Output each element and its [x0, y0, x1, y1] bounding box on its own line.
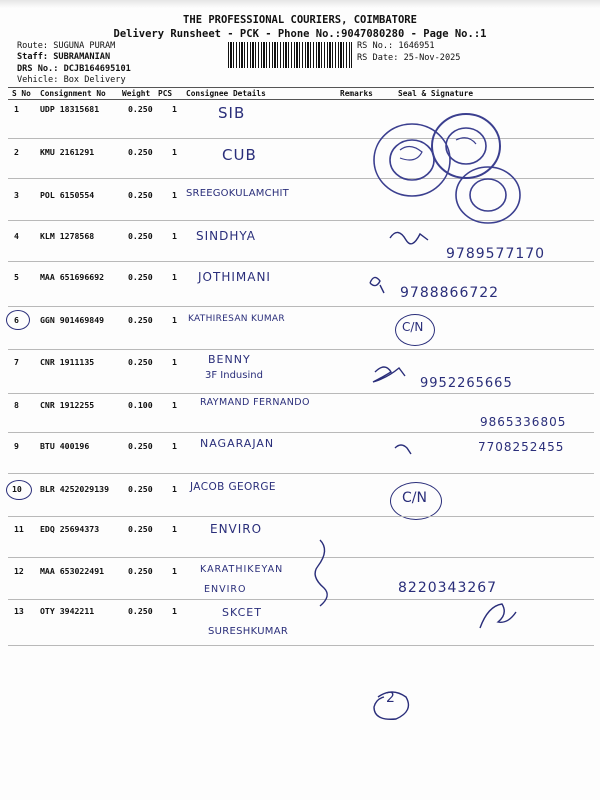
col-seal-signature: Seal & Signature: [398, 89, 474, 98]
col-pcs: PCS: [158, 89, 173, 98]
col-remarks: Remarks: [340, 89, 373, 98]
row-phone: 9865336805: [480, 415, 567, 429]
row-sno: 13: [14, 606, 24, 616]
row-consignment: KLM 1278568: [40, 231, 95, 241]
row-sno: 9: [14, 441, 19, 451]
row-consignment: BTU 400196: [40, 441, 90, 451]
row-pcs: 1: [172, 357, 177, 367]
row-sno: 6: [14, 315, 19, 325]
row-phone: 9952265665: [420, 376, 513, 391]
vehicle-text: Vehicle: Box Delivery: [17, 75, 126, 85]
row-consignment: GGN 901469849: [40, 315, 105, 325]
row-pcs: 1: [172, 524, 177, 534]
drs-number: DRS No.: DCJB164695101: [17, 64, 131, 74]
row-pcs: 1: [172, 400, 177, 410]
col-consignee: Consignee Details: [186, 89, 266, 98]
row-consignee: SREEGOKULAMCHIT: [186, 188, 289, 199]
row-consignment: KMU 2161291: [40, 147, 95, 157]
row-sno: 4: [14, 231, 19, 241]
row-weight: 0.250: [128, 484, 153, 494]
row-consignment: POL 6150554: [40, 190, 95, 200]
row-consignee-line2: 3F Indusind: [205, 370, 263, 381]
row-sno: 11: [14, 524, 24, 534]
rs-date: RS Date: 25-Nov-2025: [357, 53, 461, 63]
row-pcs: 1: [172, 190, 177, 200]
row-weight: 0.250: [128, 315, 153, 325]
row-weight: 0.250: [128, 272, 153, 282]
row-consignee: KARATHIKEYAN: [200, 564, 284, 575]
row-pcs: 1: [172, 566, 177, 576]
row-cn-mark: C/N: [402, 490, 427, 506]
col-weight: Weight: [122, 89, 151, 98]
row-pcs: 1: [172, 231, 177, 241]
row-consignment: BLR 4252029139: [40, 484, 110, 494]
row-phone: 7708252455: [478, 440, 565, 454]
col-consignment: Consignment No: [40, 89, 106, 98]
seal-stamp: [374, 114, 520, 223]
row-consignee: ENVIRO: [210, 522, 263, 536]
row-sno: 10: [12, 484, 22, 494]
row-consignee-line2: SURESHKUMAR: [208, 626, 289, 637]
row-pcs: 1: [172, 484, 177, 494]
row-consignee: CUB: [222, 146, 257, 164]
row-phone: 8220343267: [398, 580, 498, 596]
row-weight: 0.250: [128, 524, 153, 534]
row-consignment: CNR 1912255: [40, 400, 95, 410]
row-weight: 0.100: [128, 400, 153, 410]
row-pcs: 1: [172, 441, 177, 451]
row-weight: 0.250: [128, 104, 153, 114]
row-consignee-line2: ENVIRO: [204, 584, 247, 595]
row-weight: 0.250: [128, 441, 153, 451]
row-pcs: 1: [172, 147, 177, 157]
row-phone: 9789577170: [446, 246, 546, 262]
row-consignee: SIB: [218, 104, 246, 122]
col-sno: S No: [12, 89, 31, 98]
row-pcs: 1: [172, 315, 177, 325]
row-consignee: BENNY: [208, 353, 251, 366]
row-consignment: MAA 653022491: [40, 566, 105, 576]
row-consignee: RAYMAND FERNANDO: [200, 397, 310, 408]
row-sno: 8: [14, 400, 19, 410]
row-weight: 0.250: [128, 357, 153, 367]
row-pcs: 1: [172, 272, 177, 282]
runsheet-subtitle: Delivery Runsheet - PCK - Phone No.:9047080280 - Page No.:1: [113, 28, 487, 40]
row-weight: 0.250: [128, 606, 153, 616]
row-sno: 5: [14, 272, 19, 282]
page-number-mark: 2: [386, 690, 395, 706]
row-sno: 12: [14, 566, 24, 576]
row-consignment: EDQ 25694373: [40, 524, 100, 534]
row-consignee: NAGARAJAN: [200, 437, 275, 450]
row-consignee: KATHIRESAN KUMAR: [188, 314, 285, 324]
route-text: Route: SUGUNA PURAM: [17, 41, 116, 51]
row-sno: 2: [14, 147, 19, 157]
row-weight: 0.250: [128, 190, 153, 200]
row-consignment: OTY 3942211: [40, 606, 95, 616]
row-consignee: JACOB GEORGE: [190, 481, 276, 493]
signature-strokes: [315, 232, 516, 719]
row-sno: 1: [14, 104, 19, 114]
row-cn-mark: C/N: [402, 320, 424, 334]
staff-text: Staff: SUBRAMANIAN: [17, 52, 111, 62]
company-title: THE PROFESSIONAL COURIERS, COIMBATORE: [183, 14, 417, 26]
row-consignee: SKCET: [222, 606, 262, 619]
row-consignee: SINDHYA: [196, 229, 257, 243]
row-consignee: JOTHIMANI: [198, 270, 271, 284]
row-consignment: UDP 18315681: [40, 104, 100, 114]
rs-number: RS No.: 1646951: [357, 41, 435, 51]
row-pcs: 1: [172, 606, 177, 616]
row-weight: 0.250: [128, 147, 153, 157]
row-weight: 0.250: [128, 566, 153, 576]
row-sno: 7: [14, 357, 19, 367]
row-consignment: CNR 1911135: [40, 357, 95, 367]
row-weight: 0.250: [128, 231, 153, 241]
row-pcs: 1: [172, 104, 177, 114]
row-phone: 9788866722: [400, 285, 500, 301]
row-consignment: MAA 651696692: [40, 272, 105, 282]
row-sno: 3: [14, 190, 19, 200]
